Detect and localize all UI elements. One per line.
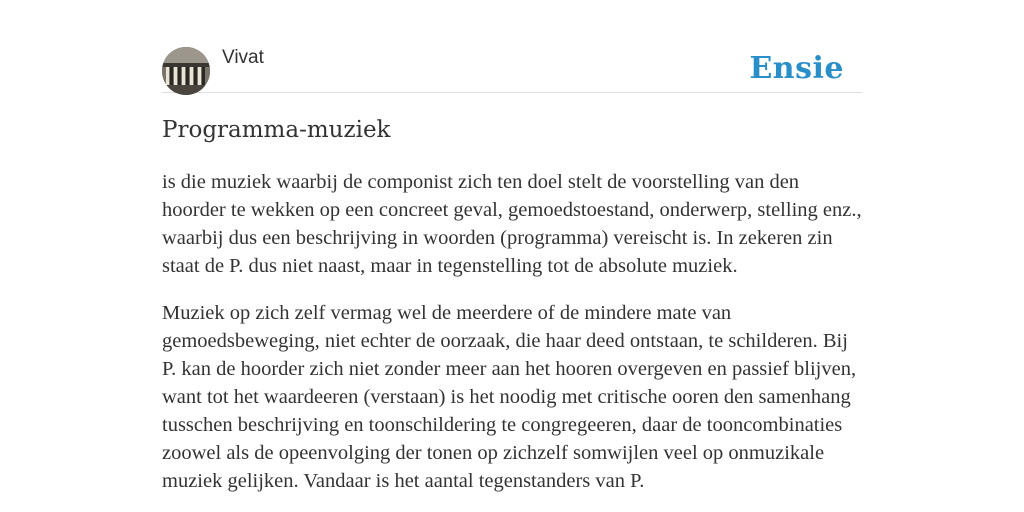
- brand-logo[interactable]: Ensie: [749, 51, 844, 86]
- article-title: Programma-muziek: [162, 117, 391, 143]
- avatar[interactable]: [162, 47, 210, 95]
- header: [162, 47, 862, 93]
- avatar-image: [162, 47, 210, 95]
- article-body: [162, 168, 862, 512]
- author-name[interactable]: Vivat: [222, 47, 264, 68]
- article-paragraph: is die muziek waarbij de componist zich ten doel stelt de voorstelling van den hoorder te wekken op een concreet geval, gemoedstoestand, onderwerp, stelling enz., waarbij dus een beschrijving in woorden (programma) vereischt is. In zekeren zin staat de P. dus niet naast, maar in tegenstelling tot de absolute muziek.: [162, 171, 862, 277]
- article-paragraph: Muziek op zich zelf vermag wel de meerdere of de mindere mate van gemoedsbeweging, niet echter de oorzaak, die haar deed ontstaan, te schilderen. Bij P. kan de hoorder zich niet zonder meer aan het hooren overgeven en passief blijven, want tot het waardeeren (verstaan) is het noodig met critische ooren den samenhang tusschen beschrijving en toonschildering te congregeeren, daar de tooncombinaties zoowel als de opeenvolging der tonen op zichzelf somwijlen veel op onmuzikale muziek gelijken. Vandaar is het aantal tegenstanders van P.: [162, 302, 857, 492]
